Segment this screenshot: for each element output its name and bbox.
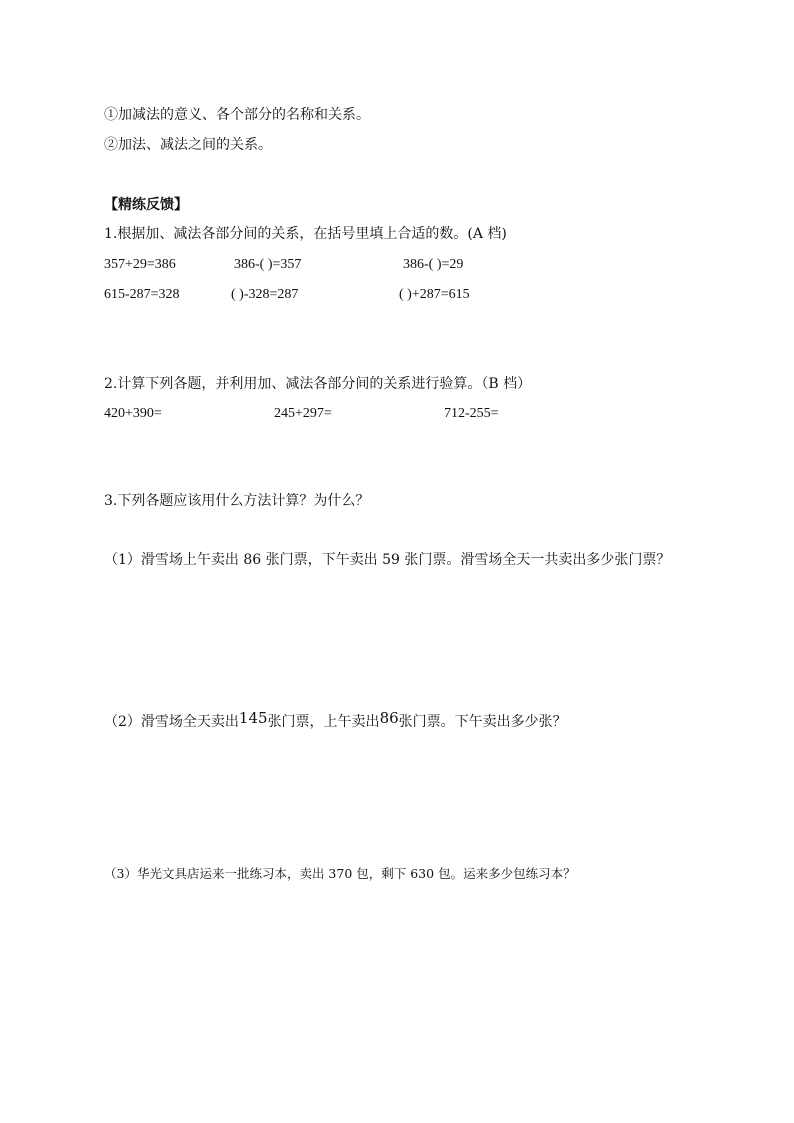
q1-equation: ( )+287=615: [399, 287, 470, 302]
q1-equation: ( )-328=287: [231, 287, 299, 302]
review-item-1: ①加减法的意义、各个部分的名称和关系。: [104, 107, 370, 123]
sub2-number: 86: [379, 709, 399, 727]
sub2-prefix: （2）滑雪场全天卖出: [104, 714, 239, 730]
question-2-prompt: 2.计算下列各题，并利用加、减法各部分间的关系进行验算。（B 档）: [104, 376, 532, 392]
q1-equation: 615-287=328: [104, 287, 180, 302]
question-3-sub-3: （3）华光文具店运来一批练习本，卖出 370 包，剩下 630 包。运来多少包练习本？: [104, 866, 576, 881]
question-3-prompt: 3.下列各题应该用什么方法计算？为什么？: [104, 493, 370, 509]
q2-item: 420+390=: [104, 406, 162, 421]
q2-item: 245+297=: [274, 406, 332, 421]
q1-equation: 386-( )=357: [234, 257, 302, 272]
sub2-number: 145: [238, 709, 268, 727]
q2-item: 712-255=: [444, 406, 499, 421]
sub2-suffix: 张门票。下午卖出多少张？: [398, 714, 567, 730]
section-title: 【精练反馈】: [104, 197, 188, 213]
question-3-sub-2: [104, 709, 567, 731]
question-3-sub-1: （1）滑雪场上午卖出 86 张门票，下午卖出 59 张门票。滑雪场全天一共卖出多少张门票？: [104, 552, 671, 568]
review-item-2: ②加法、减法之间的关系。: [104, 137, 272, 153]
q1-equation: 386-( )=29: [403, 257, 464, 272]
question-1-prompt: 1.根据加、减法各部分间的关系，在括号里填上合适的数。(A 档): [104, 226, 507, 242]
sub2-mid: 张门票，上午卖出: [267, 714, 380, 730]
q1-equation: 357+29=386: [104, 257, 176, 272]
